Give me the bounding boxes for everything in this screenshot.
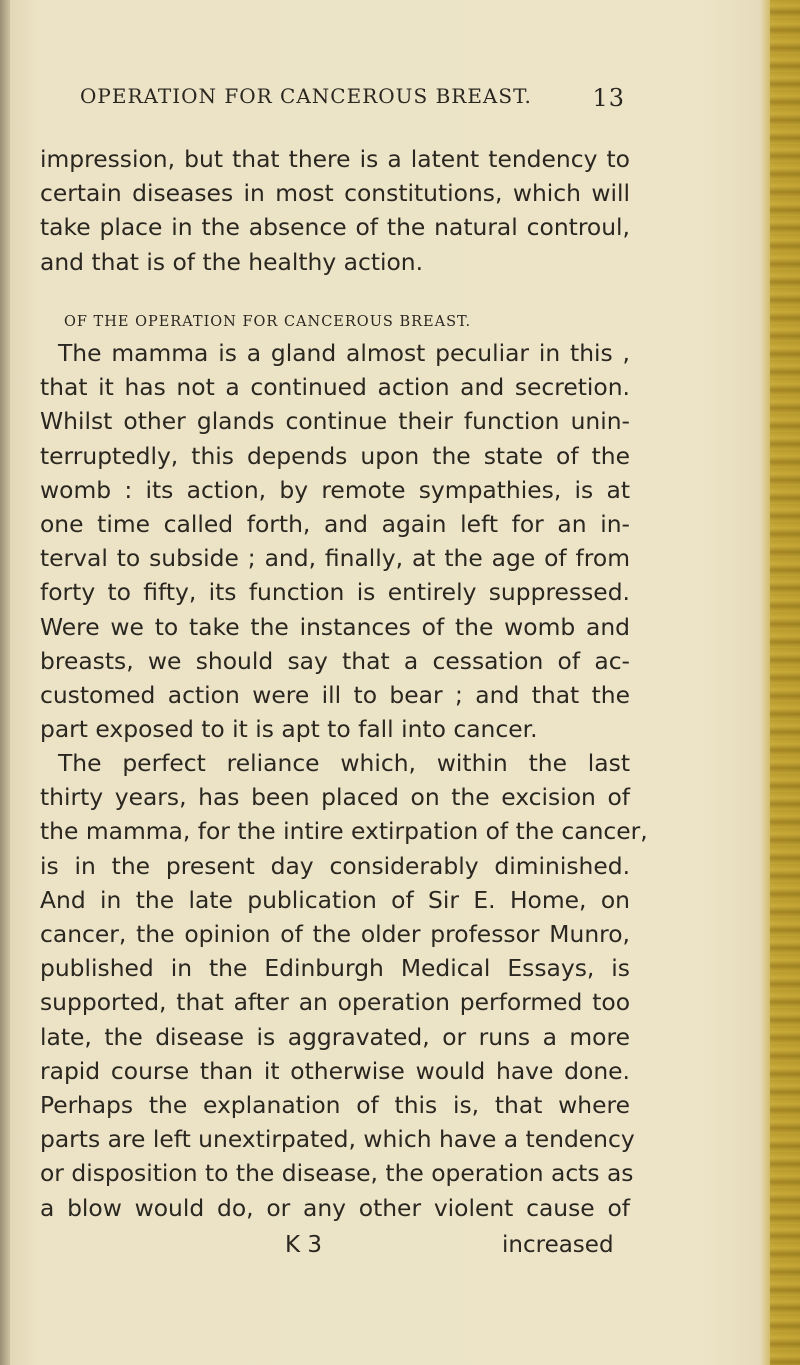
second-paragraph [40,336,630,746]
signature-mark: K 3 [285,1232,323,1258]
third-paragraph [40,746,648,1225]
section-heading: OF THE OPERATION FOR CANCEROUS BREAST. [64,314,472,330]
page-number: 13 [592,84,625,112]
text-line: late, the disease is aggravated, or runs a more [40,1022,630,1051]
text-line: and that is of the healthy action. [40,247,424,276]
text-line: forty to fifty, its function is entirely suppressed. [40,578,630,607]
text-line: Whilst other glands continue their function unin- [40,407,630,436]
text-line: one time called forth, and again left for an in- [40,510,630,539]
first-paragraph [40,142,630,279]
text-line: a blow would do, or any other violent cause of [40,1193,630,1222]
text-line: published in the Edinburgh Medical Essays, is [40,954,630,983]
text-line: that it has not a continued action and secretion. [40,373,630,402]
text-line: parts are left unextirpated, which have a tendency [40,1125,635,1154]
text-line: customed action were ill to bear ; and that the [40,681,630,710]
text-line: certain diseases in most constitutions, which will [40,179,630,208]
text-line: rapid course than it otherwise would have done. [40,1056,630,1085]
text-line: part exposed to it is apt to fall into cancer. [40,715,538,744]
text-line: The mamma is a gland almost peculiar in this , [58,339,630,367]
text-line: cancer, the opinion of the older professor Munro, [40,920,630,949]
text-line: breasts, we should say that a cessation of ac- [40,646,630,675]
text-line: terruptedly, this depends upon the state of the [40,441,630,470]
text-line: Were we to take the instances of the womb and [40,612,630,641]
text-line: terval to subside ; and, finally, at the age of from [40,544,630,573]
text-line: And in the late publication of Sir E. Home, on [40,885,630,914]
catchword: increased [502,1232,614,1258]
text-line: take place in the absence of the natural controul, [40,213,630,242]
text-line: impression, but that there is a latent tendency to [40,145,630,173]
text-line: or disposition to the disease, the operation acts as [40,1159,634,1188]
running-head-title: OPERATION FOR CANCEROUS BREAST. [80,84,532,108]
text-line: thirty years, has been placed on the excision of [40,783,630,812]
text-line: the mamma, for the intire extirpation of the cancer, [40,817,648,846]
text-line: is in the present day considerably diminished. [40,851,630,880]
text-line: Perhaps the explanation of this is, that where [40,1091,630,1120]
page-left-edge [0,0,10,1365]
page-right-edge [770,0,800,1365]
text-line: womb : its action, by remote sympathies, is at [40,475,630,504]
text-line: supported, that after an operation performed too [40,988,630,1017]
text-line: The perfect reliance which, within the last [58,749,630,777]
